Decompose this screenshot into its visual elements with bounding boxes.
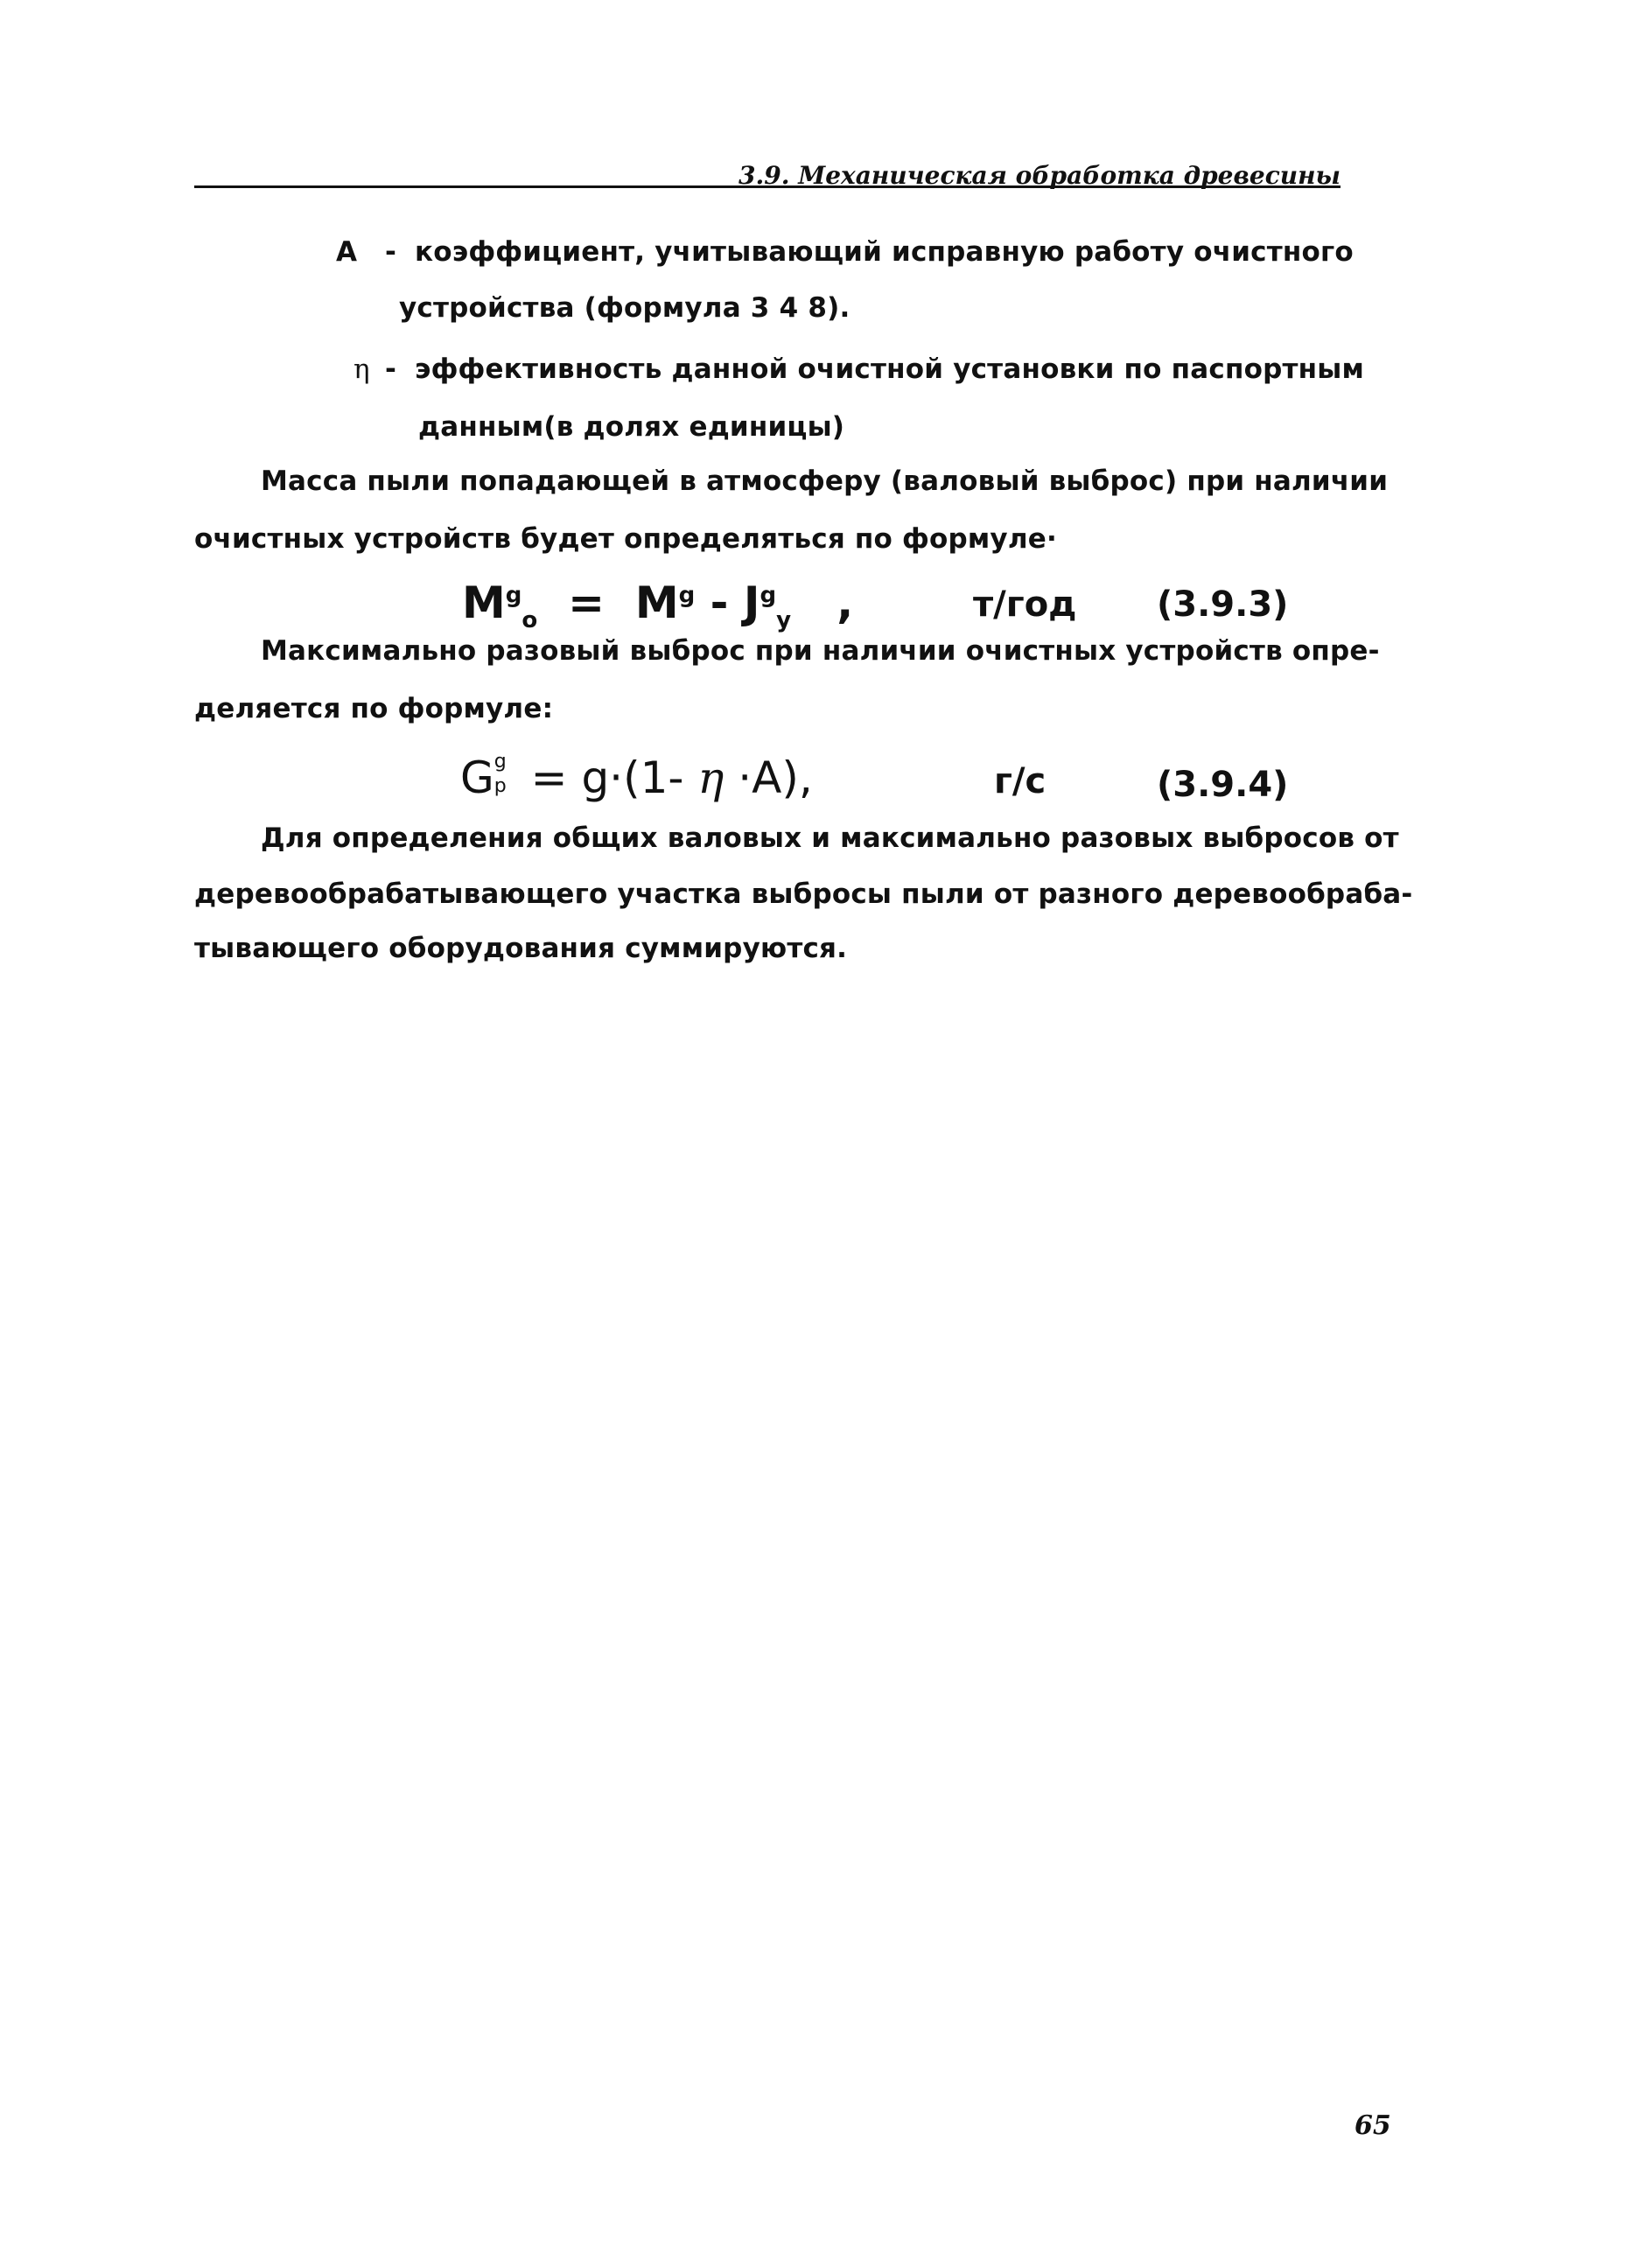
formula-3-9-3 bbox=[462, 577, 853, 633]
formula1-comma: , bbox=[836, 577, 854, 628]
definition-eta-line1: эффективность данной очистной установки по паспортным bbox=[415, 353, 1365, 385]
formula2-expression-end: ·A), bbox=[738, 752, 813, 803]
formula-3-9-4 bbox=[460, 752, 813, 803]
definition-dash-a: - bbox=[385, 236, 396, 268]
formula1-number: (3.9.3) bbox=[1157, 584, 1289, 625]
paragraph-3-line3: тывающего оборудования суммируются. bbox=[194, 933, 848, 964]
paragraph-3-line2: деревообрабатывающего участка выбросы пыли от разного деревообраба- bbox=[194, 878, 1413, 910]
formula1-rhs1-sup: g bbox=[678, 582, 696, 609]
definition-dash-eta: - bbox=[385, 353, 396, 385]
paragraph-1-line1: Масса пыли попадающей в атмосферу (валовый выброс) при наличии bbox=[261, 465, 1389, 497]
formula1-lhs-sub: o bbox=[522, 607, 538, 633]
formula1-unit: т/год bbox=[973, 584, 1077, 625]
definition-eta-line2: данным(в долях единицы) bbox=[418, 411, 845, 443]
definition-a-line2: устройства (формула 3 4 8). bbox=[399, 292, 850, 324]
formula1-minus: - bbox=[710, 577, 729, 628]
formula1-lhs-sup: g bbox=[505, 582, 522, 609]
formula2-lhs-base: G bbox=[460, 752, 494, 803]
paragraph-2-line1: Максимально разовый выброс при наличии очистных устройств опре- bbox=[261, 635, 1380, 667]
paragraph-1-line2: очистных устройств будет определяться по формуле· bbox=[194, 523, 1057, 555]
formula1-equals: = bbox=[568, 577, 605, 628]
page-number: 65 bbox=[1354, 2110, 1391, 2141]
formula2-lhs-sup: g bbox=[494, 751, 507, 773]
formula2-lhs-sub: p bbox=[494, 775, 507, 797]
definition-symbol-a: А bbox=[336, 236, 357, 268]
paragraph-3-line1: Для определения общих валовых и максимально разовых выбросов от bbox=[261, 822, 1399, 854]
formula1-rhs2-sub: y bbox=[776, 607, 792, 633]
definition-symbol-eta: η bbox=[354, 353, 370, 385]
formula2-unit: г/с bbox=[994, 761, 1046, 801]
formula2-expression-start: = g·(1- bbox=[530, 752, 684, 803]
definition-a-line1: коэффициент, учитывающий исправную работу очистного bbox=[415, 236, 1354, 268]
formula2-eta: η bbox=[697, 752, 724, 803]
paragraph-2-line2: деляется по формуле: bbox=[194, 693, 554, 724]
running-header-title: 3.9. Механическая обработка древесины bbox=[738, 161, 1340, 190]
formula1-rhs1-base: M bbox=[634, 577, 679, 628]
formula1-rhs2-base: J bbox=[743, 577, 760, 628]
header-rule bbox=[194, 185, 1340, 188]
formula1-lhs-base: M bbox=[462, 577, 506, 628]
formula2-number: (3.9.4) bbox=[1157, 765, 1289, 805]
formula1-rhs2-sup: g bbox=[760, 582, 777, 609]
